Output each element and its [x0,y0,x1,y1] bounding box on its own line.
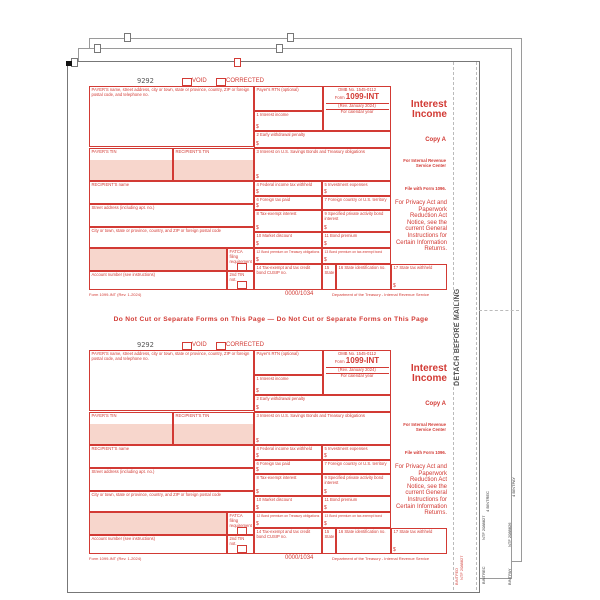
box-17-state-tax[interactable] [391,528,447,554]
revision-date: (Rev. January 2024) [326,103,389,109]
dollar-sign: $ [256,140,259,147]
box-8-label: 8 Tax-exempt interest [256,211,297,216]
box-14-label: 14 Tax-exempt and tax credit bond CUSIP no. [256,529,311,539]
box-4-label: 4 Federal income tax withheld [256,446,313,451]
payer-tin-label: PAYER'S TIN [91,149,117,154]
pink-area [89,248,227,271]
box-16-label: 16 State identification no. [338,529,386,534]
box-14-cusip[interactable] [254,528,322,554]
do-not-cut-notice: Do Not Cut or Separate Forms on This Page — Do Not Cut or Separate Forms on This Page [113,316,429,323]
box-13-label: 13 Bond premium on tax-exempt bond [324,514,383,518]
box-15-label: 15 State [324,265,335,275]
dollar-sign: $ [256,173,259,180]
payer-name-label: PAYER'S name, street address, city or town, state or province, country, ZIP or foreign postal code, and telephone no. [91,87,250,97]
box-9-private-bond[interactable] [322,474,391,496]
bintfed-label: BINTFED [454,567,459,585]
bintpay-label: BINTPAY [507,568,512,585]
dollar-sign: $ [324,504,327,511]
account-label: Account number (see instructions) [91,536,156,541]
box-4-withheld[interactable] [254,181,322,196]
payer-rtn-label: Payer's RTN (optional) [256,351,299,356]
box-17-state-tax[interactable] [391,264,447,290]
dollar-sign: $ [256,224,259,231]
box-12-label: 12 Bond premium on Treasury obligations [256,514,320,518]
account-number-box[interactable] [89,271,227,290]
box-5-label: 5 Investment expenses [324,182,368,187]
account-label: Account number (see instructions) [91,272,156,277]
dollar-sign: $ [256,466,259,473]
corrected-checkbox[interactable] [216,342,226,350]
sheet-tab [94,44,101,53]
footer-department: Department of the Treasury - Internal Revenue Service [332,292,430,297]
box-16-label: 16 State identification no. [338,265,386,270]
payer-rtn-label: Payer's RTN (optional) [256,87,299,92]
privacy-notice: For Privacy Act and Paperwork Reduction Act Notice, see the current General Instructions for Certain Information Returns. [394,464,447,517]
corrected-label: CORRECTED [226,78,265,84]
second-tin-checkbox[interactable] [237,545,247,553]
recipient-name-box[interactable] [89,445,254,468]
form-number: 1099-INT [345,355,380,365]
street-address-label: Street address (including apt. no.) [91,469,155,474]
box-3-savings[interactable] [254,148,391,181]
dollar-sign: $ [256,387,259,394]
payer-name-box[interactable] [89,86,254,147]
fatca-checkbox[interactable] [237,527,247,535]
form-code: 9292 [137,341,154,349]
sheet-tab [287,33,294,42]
bintrec-number: 4 BINTREC [485,491,490,512]
dollar-sign: $ [256,188,259,195]
box-12-treasury-premium[interactable] [254,248,322,264]
recipient-tin-label: RECIPIENT'S TIN [175,149,210,154]
city-label: City or town, state or province, country, and ZIP or foreign postal code [91,492,221,497]
pink-area [89,512,227,535]
dollar-sign: $ [393,282,396,289]
form-code: 9292 [137,77,154,85]
box-15-state[interactable] [322,528,336,554]
box-3-savings[interactable] [254,412,391,445]
box-5-expenses[interactable] [322,445,391,460]
box-7-country[interactable] [322,196,391,210]
sheet-tab [71,58,78,67]
box-7-country[interactable] [322,460,391,474]
payer-rtn-box[interactable] [254,86,323,111]
second-tin-label: 2nd TIN not. [229,536,245,546]
box-12-label: 12 Bond premium on Treasury obligations [256,250,320,254]
revision-date: (Rev. January 2024) [326,367,389,373]
recipient-name-label: RECIPIENT'S name [91,446,130,451]
box-1-label: 1 Interest income [256,112,289,117]
form-1099-int-bottom [89,342,453,567]
box-11-premium[interactable] [322,496,391,512]
street-address-box[interactable] [89,468,254,491]
dollar-sign: $ [324,240,327,247]
form-title: Interest Income [410,99,447,120]
fatca-checkbox[interactable] [237,263,247,271]
box-6-foreign-tax[interactable] [254,196,322,210]
box-16-state-id[interactable] [336,528,391,554]
footer-catalog: 0000/1034 [285,291,314,297]
dollar-sign: $ [324,256,327,263]
box-7-label: 7 Foreign country or U.S. territory [324,197,387,202]
fatca-box[interactable] [227,248,254,271]
irs-center-label: For Internal Revenue Service Center [403,158,446,168]
dollar-sign: $ [256,520,259,527]
copy-a-label: Copy A [425,137,446,143]
code-label: NTF 2088827 [481,515,486,540]
omb-box [323,350,391,395]
dollar-sign: $ [256,256,259,263]
box-6-label: 6 Foreign tax paid [256,461,291,466]
payer-name-label: PAYER'S name, street address, city or town, state or province, country, ZIP or foreign postal code, and telephone no. [91,351,250,361]
box-9-label: 9 Specified private activity bond interest [324,475,384,485]
dollar-sign: $ [256,437,259,444]
box-13-exempt-premium[interactable] [322,248,391,264]
payer-rtn-box[interactable] [254,350,323,375]
code-label: NTF 2088827 [459,555,464,580]
file-with-label: File with Form 1096. [404,186,446,191]
box-1-interest[interactable] [254,111,323,131]
sheet-tab [234,58,241,67]
box-7-label: 7 Foreign country or U.S. territory [324,461,387,466]
dollar-sign: $ [324,520,327,527]
recipient-tin-label: RECIPIENT'S TIN [175,413,210,418]
box-5-label: 5 Investment expenses [324,446,368,451]
form-prefix: Form [334,94,345,100]
payer-name-box[interactable] [89,350,254,411]
dollar-sign: $ [324,488,327,495]
box-5-expenses[interactable] [322,181,391,196]
dollar-sign: $ [256,123,259,130]
box-11-label: 11 Bond premium [324,497,358,502]
box-1-interest[interactable] [254,375,323,395]
dollar-sign: $ [324,224,327,231]
bintpay-number: 4 BINTPAY [511,477,516,497]
perforation-line [476,62,478,590]
second-tin-label: 2nd TIN not. [229,272,245,282]
payer-tin-box[interactable] [89,148,173,181]
city-box[interactable] [89,491,254,512]
box-6-label: 6 Foreign tax paid [256,197,291,202]
payer-tin-box[interactable] [89,412,173,445]
corrected-checkbox[interactable] [216,78,226,86]
box-2-penalty[interactable] [254,395,391,412]
omb-box [323,86,391,131]
dollar-sign: $ [256,202,259,209]
box-8-tax-exempt[interactable] [254,210,322,232]
street-address-label: Street address (including apt. no.) [91,205,155,210]
footer-form: Form 1099-INT (Rev. 1-2024) [89,556,142,561]
form-number: 1099-INT [345,91,380,101]
copy-a-label: Copy A [425,401,446,407]
calendar-year: For calendar year [326,109,389,115]
box-3-label: 3 Interest on U.S. Savings Bonds and Treasury obligations [256,413,365,418]
detach-label: DETACH BEFORE MAILING [454,288,461,386]
box-3-label: 3 Interest on U.S. Savings Bonds and Treasury obligations [256,149,365,154]
dollar-sign: $ [393,546,396,553]
box-11-premium[interactable] [322,232,391,248]
box-10-label: 10 Market discount [256,233,292,238]
second-tin-checkbox[interactable] [237,281,247,289]
payer-tin-label: PAYER'S TIN [91,413,117,418]
dollar-sign: $ [256,488,259,495]
form-prefix: Form [334,358,345,364]
recipient-tin-box[interactable] [173,412,254,445]
box-17-label: 17 State tax withheld [393,265,433,270]
box-9-private-bond[interactable] [322,210,391,232]
sheet-tab [276,44,283,53]
bintrec-label: BINTREC [481,566,486,584]
recipient-tin-box[interactable] [173,148,254,181]
footer-catalog: 0000/1034 [285,555,314,561]
dollar-sign: $ [256,404,259,411]
box-15-state[interactable] [322,264,336,290]
box-11-label: 11 Bond premium [324,233,358,238]
box-10-label: 10 Market discount [256,497,292,502]
dollar-sign: $ [256,240,259,247]
footer-department: Department of the Treasury - Internal Revenue Service [332,556,430,561]
box-9-label: 9 Specified private activity bond interest [324,211,384,221]
void-checkbox[interactable] [182,78,192,86]
form-1099-int-top [89,78,453,303]
box-8-tax-exempt[interactable] [254,474,322,496]
box-6-foreign-tax[interactable] [254,460,322,474]
recipient-name-box[interactable] [89,181,254,204]
box-1-label: 1 Interest income [256,376,289,381]
box-13-label: 13 Bond premium on tax-exempt bond [324,250,383,254]
box-2-label: 2 Early withdrawal penalty [256,396,306,401]
box-10-discount[interactable] [254,496,322,512]
second-tin-box[interactable] [227,535,254,554]
code-label: NTF 2088826 [507,522,512,547]
account-number-box[interactable] [89,535,227,554]
dollar-sign: $ [256,504,259,511]
box-16-state-id[interactable] [336,264,391,290]
box-2-label: 2 Early withdrawal penalty [256,132,306,137]
recipient-name-label: RECIPIENT'S name [91,182,130,187]
irs-center-label: For Internal Revenue Service Center [403,422,446,432]
form-title: Interest Income [410,363,447,384]
box-4-withheld[interactable] [254,445,322,460]
omb-number: OMB No. 1545-0112 [337,87,377,92]
second-tin-box[interactable] [227,271,254,290]
calendar-year: For calendar year [326,373,389,379]
void-label: VOID [192,342,207,348]
dollar-sign: $ [256,452,259,459]
footer-form: Form 1099-INT (Rev. 1-2024) [89,292,142,297]
city-box[interactable] [89,227,254,248]
box-4-label: 4 Federal income tax withheld [256,182,313,187]
box-14-label: 14 Tax-exempt and tax credit bond CUSIP no. [256,265,311,275]
void-checkbox[interactable] [182,342,192,350]
box-17-label: 17 State tax withheld [393,529,433,534]
box-8-label: 8 Tax-exempt interest [256,475,297,480]
box-15-label: 15 State [324,529,335,539]
omb-number: OMB No. 1545-0112 [337,351,377,356]
fatca-label: FATCA filing requirement [229,249,252,264]
void-label: VOID [192,78,207,84]
box-10-discount[interactable] [254,232,322,248]
dollar-sign: $ [324,452,327,459]
fatca-label: FATCA filing requirement [229,513,252,528]
fatca-box[interactable] [227,512,254,535]
dollar-sign: $ [324,188,327,195]
privacy-notice: For Privacy Act and Paperwork Reduction Act Notice, see the current General Instructions for Certain Information Returns. [394,200,447,253]
city-label: City or town, state or province, country, and ZIP or foreign postal code [91,228,221,233]
sheet-tab [124,33,131,42]
street-address-box[interactable] [89,204,254,227]
perforation-mark [479,310,519,311]
box-2-penalty[interactable] [254,131,391,148]
box-12-treasury-premium[interactable] [254,512,322,528]
corrected-label: CORRECTED [226,342,265,348]
file-with-label: File with Form 1096. [404,450,446,455]
box-14-cusip[interactable] [254,264,322,290]
corner-marker [66,61,72,66]
box-13-exempt-premium[interactable] [322,512,391,528]
